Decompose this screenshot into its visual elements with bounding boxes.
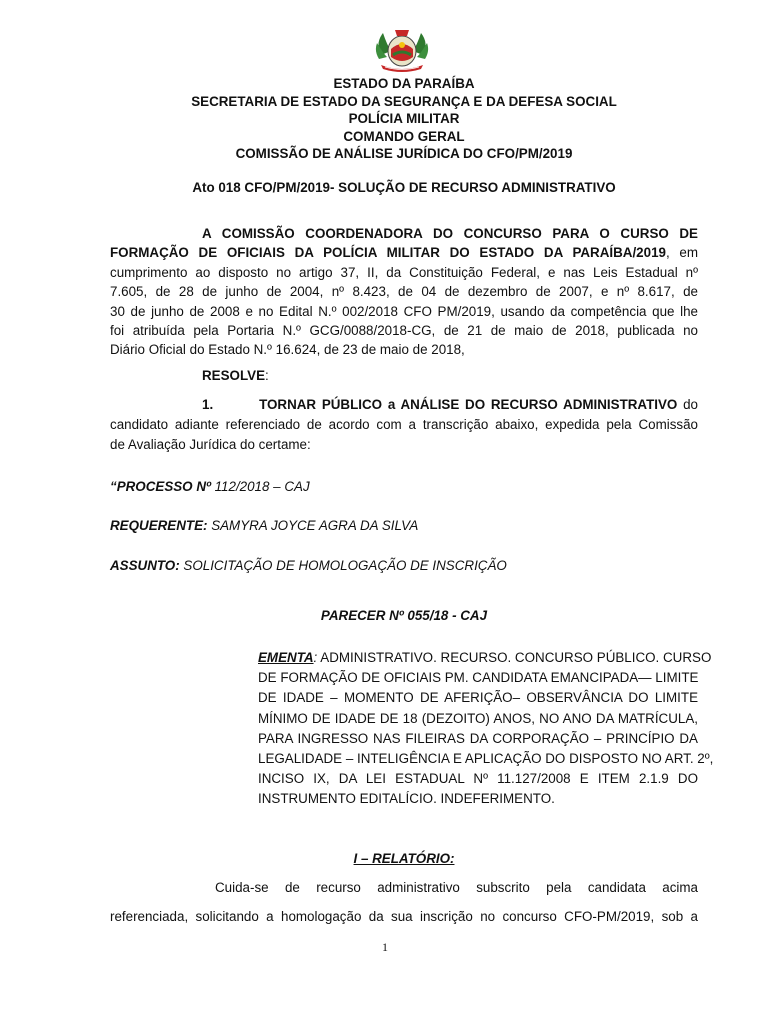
ementa-line: EMENTA: ADMINISTRATIVO. RECURSO. CONCURSO PÚBLICO. CURSO	[258, 650, 712, 665]
page-number: 1	[382, 940, 388, 954]
intro-line: 30 de junho de 2008 e no Edital N.º 002/2018 CFO PM/2019, usando da competência que lhe	[110, 303, 698, 319]
relatorio-line: referenciada, solicitando a homologação da sua inscrição no concurso CFO-PM/2019, sob a	[110, 909, 698, 924]
item-1-line: 1. TORNAR PÚBLICO a ANÁLISE DO RECURSO ADMINISTRATIVO do	[202, 397, 698, 412]
ementa-line: MÍNIMO DE IDADE DE 18 (DEZOITO) ANOS, NO ANO DA MATRÍCULA,	[258, 710, 698, 726]
intro-line: FORMAÇÃO DE OFICIAIS DA POLÍCIA MILITAR DO ESTADO DA PARAÍBA/2019, em	[110, 245, 698, 261]
relatorio-title: I – RELATÓRIO:	[353, 851, 455, 866]
item-1-line: de Avaliação Jurídica do certame:	[110, 437, 311, 452]
requerente-field: REQUERENTE: SAMYRA JOYCE AGRA DA SILVA	[110, 518, 419, 533]
ementa-line: DE IDADE – MOMENTO DE AFERIÇÃO– OBSERVÂNCIA DO LIMITE	[258, 690, 698, 706]
document-header	[110, 75, 698, 163]
header-commission: COMISSÃO DE ANÁLISE JURÍDICA DO CFO/PM/2019	[235, 146, 573, 161]
relatorio-body	[110, 873, 698, 931]
state-coat-of-arms-icon	[371, 25, 433, 73]
intro-paragraph	[110, 224, 698, 360]
header-secretariat: SECRETARIA DE ESTADO DA SEGURANÇA E DA DEFESA SOCIAL	[191, 93, 617, 109]
intro-line: 7.605, de 28 de junho de 2004, nº 8.423, de 04 de dezembro de 2007, e nº 8.617, de	[110, 284, 698, 300]
resolve-label: RESOLVE:	[202, 368, 269, 383]
assunto-field: ASSUNTO: SOLICITAÇÃO DE HOMOLOGAÇÃO DE INSCRIÇÃO	[110, 558, 507, 573]
processo-field: “PROCESSO Nº 112/2018 – CAJ	[110, 479, 310, 494]
intro-line: Diário Oficial do Estado N.º 16.624, de 23 de maio de 2018,	[110, 342, 465, 358]
ementa-block	[258, 648, 714, 810]
intro-line: foi atribuída pela Portaria N.º GCG/0088/2018-CG, de 21 de maio de 2018, publicada no	[110, 323, 698, 339]
ementa-line: PARA INGRESSO NAS FILEIRAS DA CORPORAÇÃO – PRINCÍPIO DA	[258, 730, 698, 746]
relatorio-line: Cuida-se de recurso administrativo subscrito pela candidata acima	[215, 880, 698, 895]
ementa-line: INCISO IX, DA LEI ESTADUAL Nº 11.127/2008 E ITEM 2.1.9 DO	[258, 771, 698, 787]
header-police: POLÍCIA MILITAR	[348, 111, 460, 126]
act-title: Ato 018 CFO/PM/2019- SOLUÇÃO DE RECURSO ADMINISTRATIVO	[192, 180, 616, 195]
header-state: ESTADO DA PARAÍBA	[333, 76, 475, 91]
ementa-line: DE FORMAÇÃO DE OFICIAIS PM. CANDIDATA EMANCIPADA— LIMITE	[258, 670, 699, 686]
parecer-title: PARECER Nº 055/18 - CAJ	[320, 608, 488, 623]
intro-line: cumprimento ao disposto no artigo 37, II, da Constituição Federal, e nas Leis Estadual nº	[110, 264, 698, 280]
intro-line: A COMISSÃO COORDENADORA DO CONCURSO PARA O CURSO DE	[202, 226, 698, 241]
ementa-line: INSTRUMENTO EDITALÍCIO. INDEFERIMENTO.	[258, 791, 555, 807]
header-command: COMANDO GERAL	[343, 128, 465, 144]
ementa-line: LEGALIDADE – INTELIGÊNCIA E APLICAÇÃO DO DISPOSTO NO ART. 2º,	[258, 751, 714, 767]
item-1-line: candidato adiante referenciado de acordo com a transcrição abaixo, expedida pela Comissão	[110, 417, 698, 432]
item-1	[110, 395, 698, 455]
